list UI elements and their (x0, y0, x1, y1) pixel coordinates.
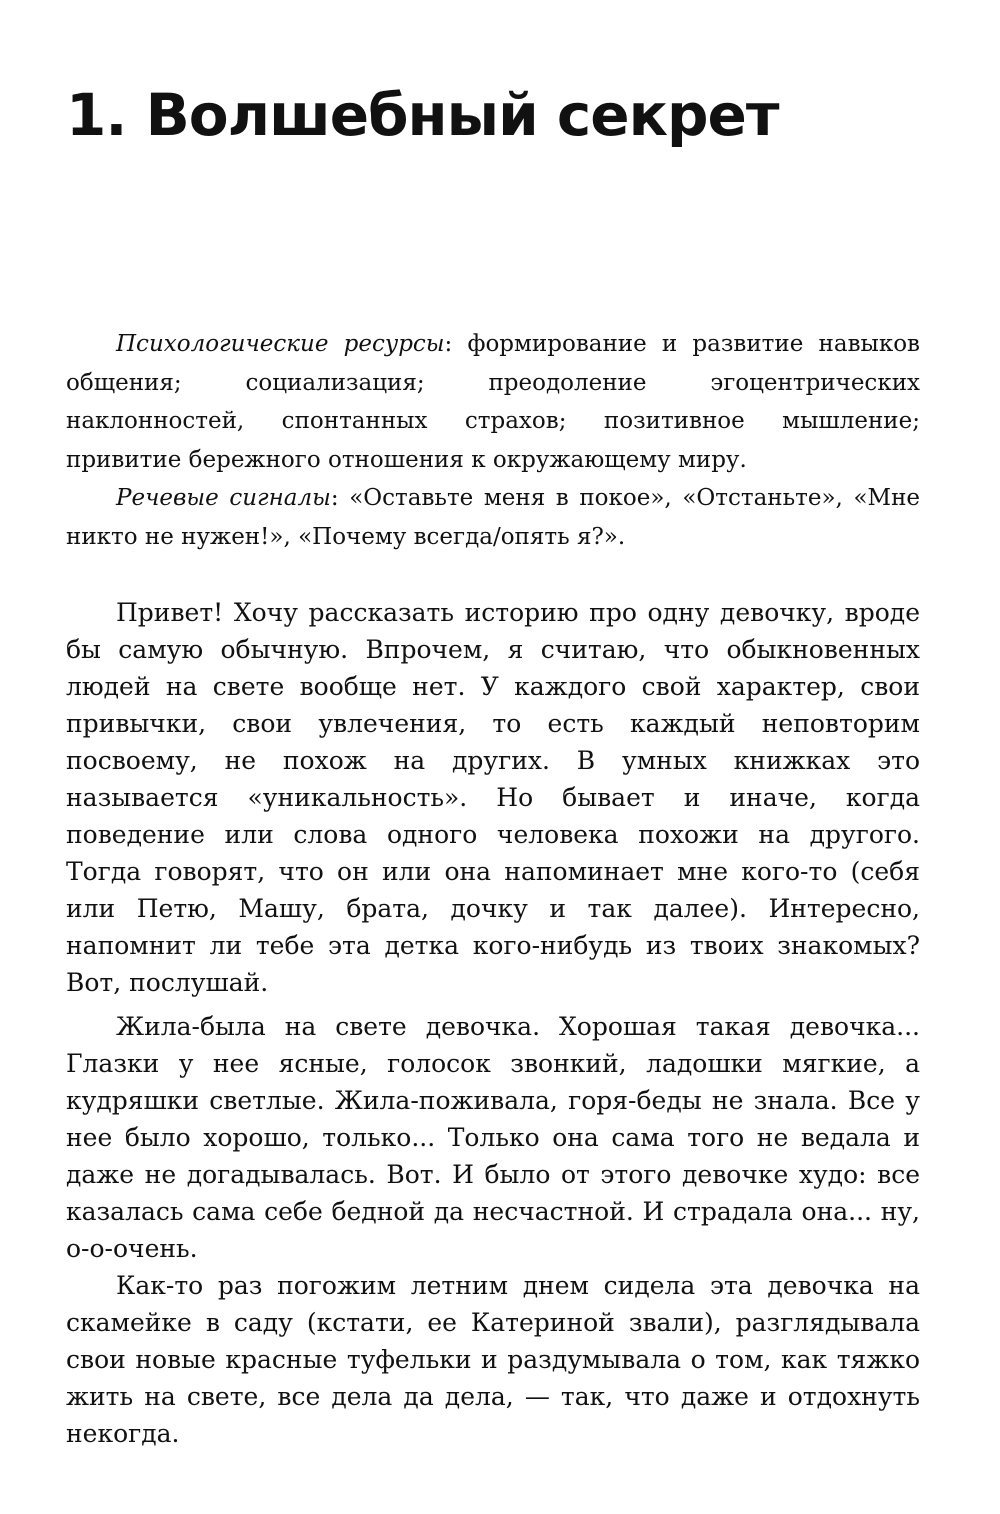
chapter-title: 1. Волшебный секрет (66, 81, 779, 149)
story-paragraph: Жила-была на свете девочка. Хорошая такая девочка... Глазки у нее ясные, голосок звонкий, ладошки мягкие, а кудряшки светлые. Жила-поживала, горя-беды не знала. Все у нее было хорошо, только... Только она сама того не ведала и даже не догадывалась. Вот. И было от этого девочке худо: все казалась сама себе бедной да несчастной. И страдала она... ну, о-о-очень. (66, 1012, 920, 1263)
resources-label: Психологические ресурсы (116, 331, 445, 357)
signals-text: : «Оставьте меня в покое», «Отстаньте», «Мне никто не нужен!», «Почему всегда/опять я?». (66, 485, 921, 550)
story-paragraph: Как-то раз погожим летним днем сидела эта девочка на скамейке в саду (кстати, ее Катериной звали), разглядывала свои новые красные туфельки и раздумывала о том, как тяжко жить на свете, все дела да дела, — так, что даже и отдохнуть некогда. (66, 1271, 920, 1448)
story-section-tale (66, 1008, 920, 1452)
story-section-intro (66, 594, 920, 1001)
signals-label: Речевые сигналы (116, 485, 331, 512)
chapter-intro (66, 325, 920, 557)
story-paragraph: Привет! Хочу рассказать историю про одну девочку, вроде бы самую обычную. Впрочем, я считаю, что обыкновенных людей на свете вообще нет. У каждого свой характер, свои привычки, свои увлечения, то есть каждый неповторим посвоему, не похож на других. В умных книжках это называется «уникальность». Но бывает и иначе, когда поведение или слова одного человека похожи на другого. Тогда говорят, что он или она напоминает мне кого-то (себя или Петю, Машу, брата, дочку и так далее). Интересно, напомнит ли тебе эта детка кого-нибудь из твоих знакомых? Вот, послушай. (66, 598, 920, 997)
resources-text: : формирование и развитие навыков общения; социализация; преодоление эгоцентрических наклонностей, спонтанных страхов; позитивное мышление; привитие бережного отношения к окружающему миру. (66, 331, 920, 473)
signals-paragraph (66, 479, 920, 556)
resources-paragraph (66, 325, 920, 479)
